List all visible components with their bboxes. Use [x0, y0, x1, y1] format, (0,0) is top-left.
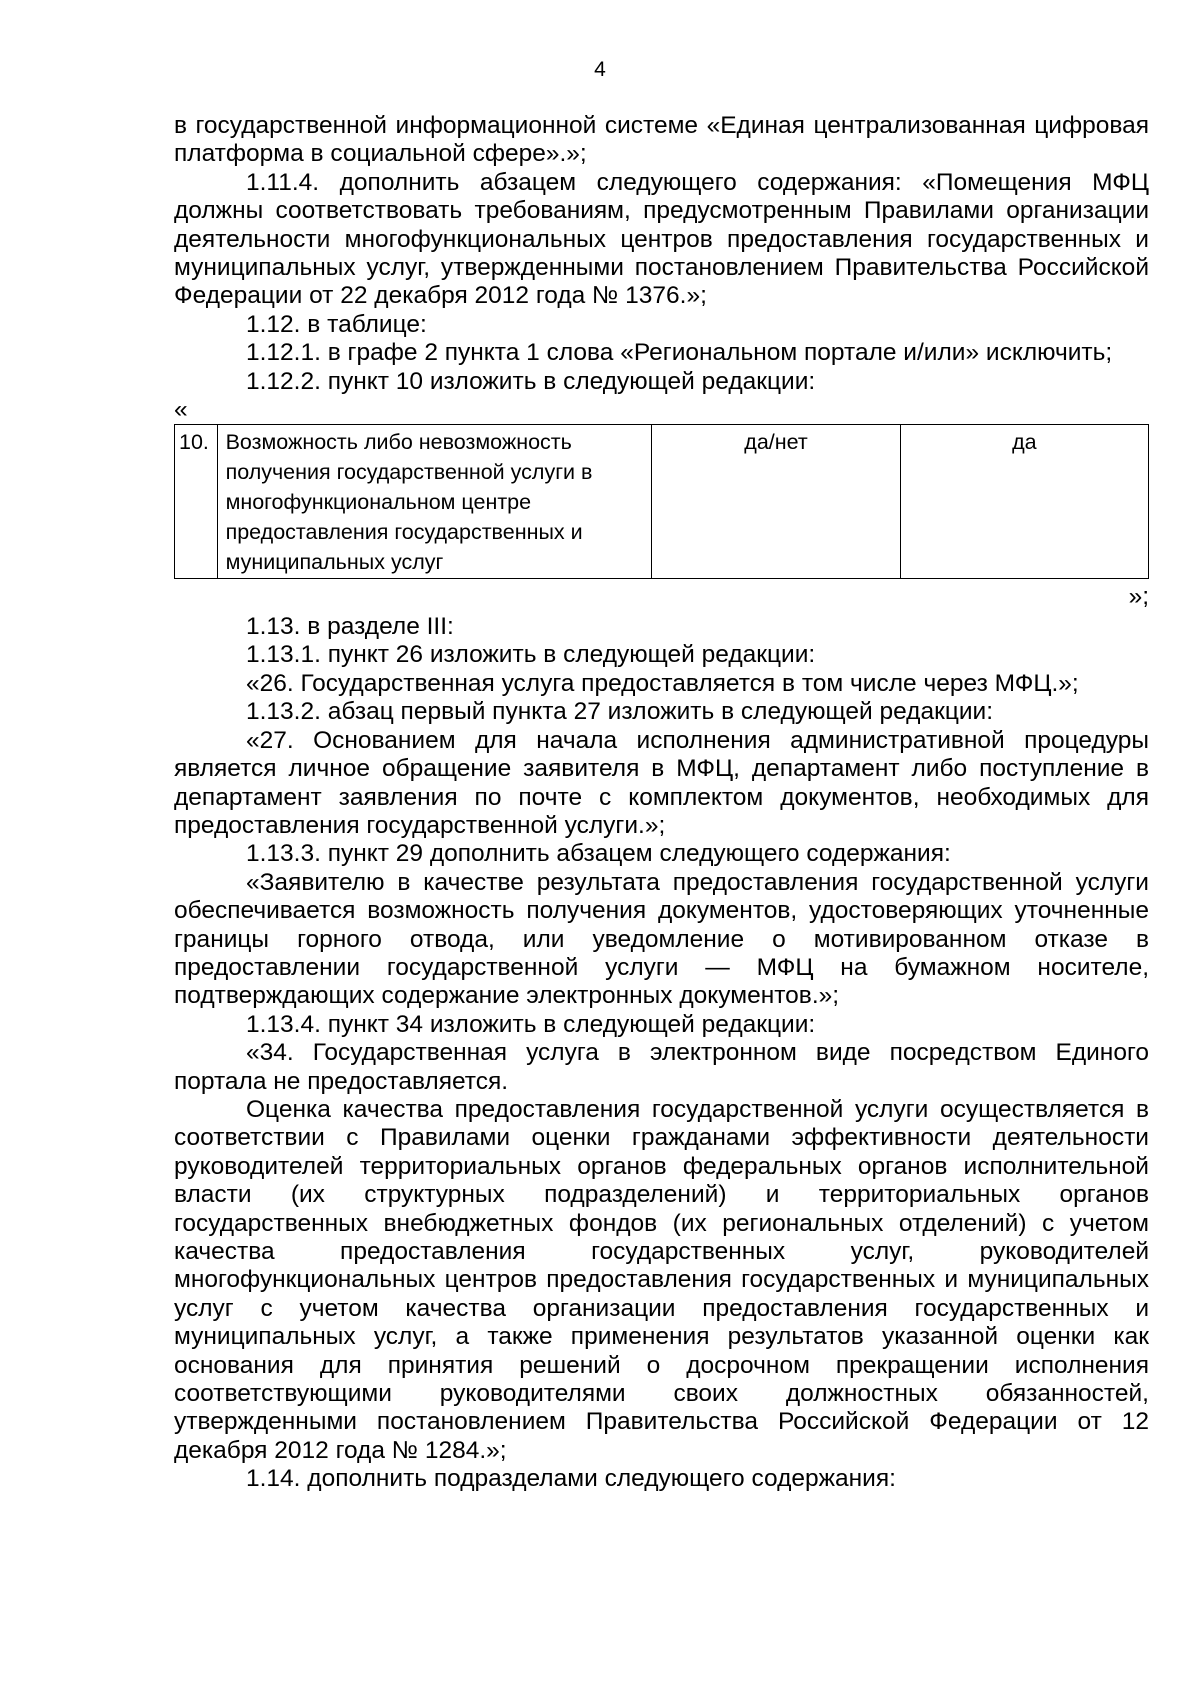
page-number: 4 — [594, 58, 606, 81]
paragraph: 1.13.4. пункт 34 изложить в следующей редакции: — [246, 1010, 816, 1038]
paragraph: в государственной информационной системе «Единая централизованная цифровая платформа в социальной сфере».»; — [174, 112, 1149, 168]
paragraph: «Заявителю в качестве результата предоставления государственной услуги обеспечивается возможность получения документов, удостоверяющих уточненные границы горного отвода, или уведомление о мотивированном отказе в предоставлении государственной услуги — МФЦ на бумажном носителе, подтверждающих содержание электронных документов.»; — [174, 868, 1149, 1010]
paragraph: 1.12. в таблице: — [246, 310, 427, 338]
quote-close-mark: »; — [1128, 583, 1149, 611]
table-cell-value: да — [900, 425, 1148, 579]
document-body — [174, 112, 1149, 1494]
table-cell-description: Возможность либо невозможность получения государственной услуги в многофункциональном центре предоставления государственных и муниципальных услуг — [217, 425, 652, 579]
quote-open-mark: « — [174, 396, 188, 424]
paragraph: 1.13.3. пункт 29 дополнить абзацем следующего содержания: — [246, 840, 951, 868]
paragraph: 1.11.4. дополнить абзацем следующего содержания: «Помещения МФЦ должны соответствовать требованиям, предусмотренным Правилами организации деятельности многофункциональных центров предоставления государственных и муниципальных услуг, утвержденными постановлением Правительства Российской Федерации от 22 декабря 2012 года № 1376.»; — [174, 168, 1149, 310]
table-cell-options: да/нет — [652, 425, 900, 579]
paragraph: 1.13. в разделе III: — [246, 613, 454, 641]
paragraph: Оценка качества предоставления государственной услуги осуществляется в соответствии с Правилами оценки гражданами эффективности деятельности руководителей территориальных органов федеральных органов исполнительной власти (их структурных подразделений) и территориальных органов государственных внебюджетных фондов (их региональных отделений) с учетом качества предоставления государственных услуг, руководителей многофункциональных центров предоставления государственных и муниципальных услуг с учетом качества организации предоставления государственных и муниципальных услуг, а также применения результатов указанной оценки как основания для принятия решений о досрочном прекращении исполнения соответствующими руководителями своих должностных обязанностей, утвержденными постановлением Правительства Российской Федерации от 12 декабря 2012 года № 1284.»; — [174, 1095, 1149, 1464]
paragraph: 1.12.2. пункт 10 изложить в следующей редакции: — [246, 367, 816, 395]
table-row — [175, 425, 1149, 579]
paragraph: 1.13.1. пункт 26 изложить в следующей редакции: — [246, 641, 816, 669]
paragraph: 1.12.1. в графе 2 пункта 1 слова «Региональном портале и/или» исключить; — [246, 339, 1113, 367]
paragraph: 1.14. дополнить подразделами следующего содержания: — [246, 1465, 896, 1493]
inserted-table — [174, 424, 1149, 579]
paragraph: 1.13.2. абзац первый пункта 27 изложить в следующей редакции: — [246, 698, 994, 726]
paragraph: «27. Основанием для начала исполнения административной процедуры является личное обращение заявителя в МФЦ, департамент либо поступление в департамент заявления по почте с комплектом документов, необходимых для предоставления государственной услуги.»; — [174, 726, 1149, 839]
paragraph: «34. Государственная услуга в электронном виде посредством Единого портала не предоставляется. — [174, 1039, 1149, 1095]
paragraph: «26. Государственная услуга предоставляется в том числе через МФЦ.»; — [246, 669, 1079, 697]
table-cell-number: 10. — [175, 425, 218, 579]
